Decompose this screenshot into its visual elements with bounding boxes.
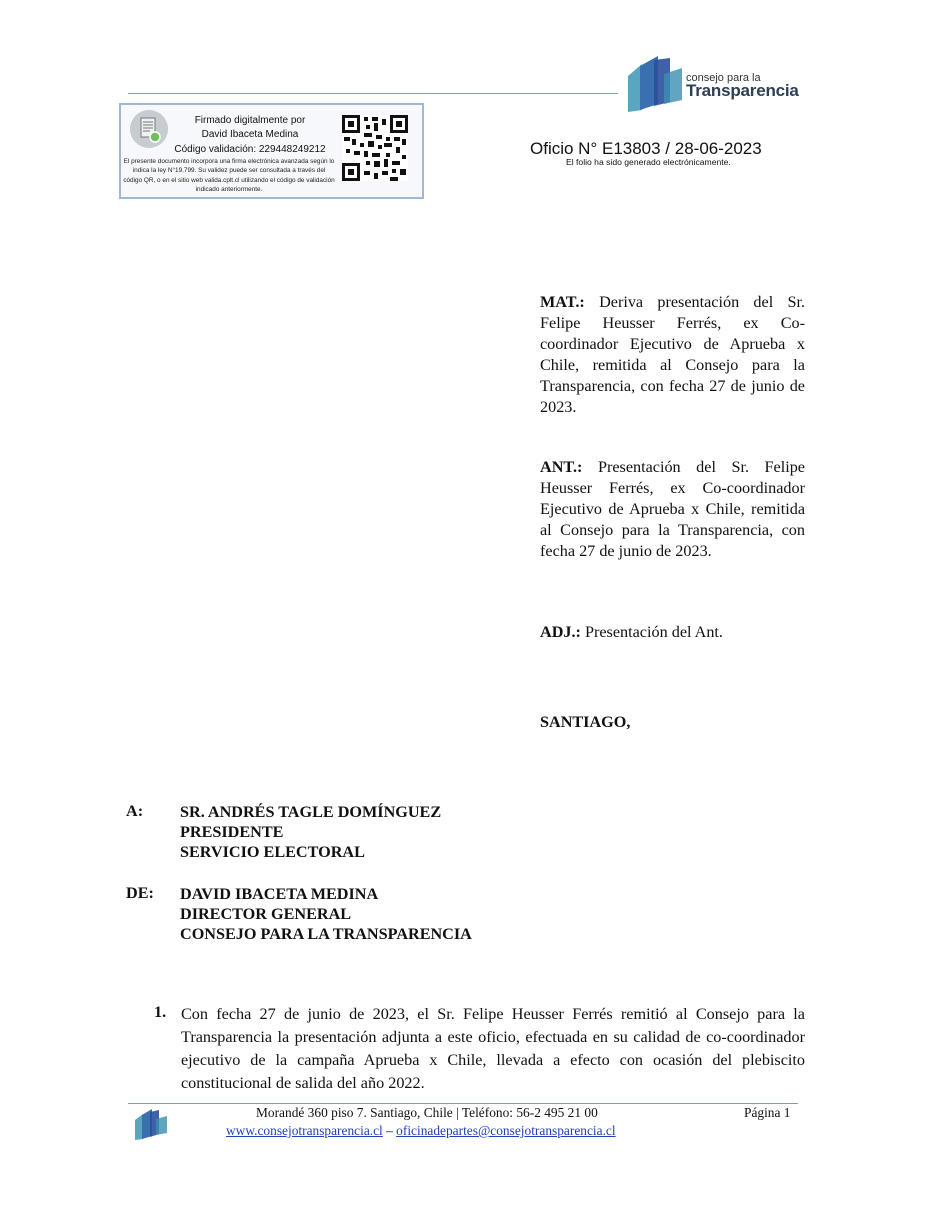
to-title: PRESIDENTE — [180, 823, 284, 841]
from-title: DIRECTOR GENERAL — [180, 905, 352, 923]
signature-legal-note: El presente documento incorpora una firma electrónica avanzada según lo indica la ley N°19.799. Su validez puede ser consultada a través del código QR, o en el sitio web valida.cplt.cl utilizando el código de validación indicado anteriormente. — [123, 158, 335, 194]
ant-label: ANT.: — [540, 458, 583, 476]
adj-block — [540, 622, 805, 643]
ant-block — [540, 457, 805, 562]
header-rule — [128, 93, 618, 94]
footer-separator: – — [382, 1123, 397, 1138]
website-link[interactable]: www.consejotransparencia.cl — [226, 1123, 383, 1138]
validation-code: Código validación: 229448249212 — [174, 144, 326, 155]
ant-text: Presentación del Sr. Felipe Heusser Ferrés, ex Co-coordinador Ejecutivo de Aprueba x Chile, remitida al Consejo para la Transparencia, con fecha 27 de junio de 2023. — [540, 458, 805, 560]
signer-name: David Ibaceta Medina — [201, 129, 299, 140]
document-seal-icon — [130, 110, 168, 148]
to-organization: SERVICIO ELECTORAL — [180, 843, 365, 861]
adj-label: ADJ.: — [540, 623, 581, 641]
to-label: A: — [126, 802, 144, 820]
footer-address: Morandé 360 piso 7. Santiago, Chile | Teléfono: 56-2 495 21 00 — [256, 1105, 598, 1120]
folio-note: El folio ha sido generado electrónicamente. — [566, 157, 731, 167]
signature-heading: Firmado digitalmente por — [194, 115, 306, 126]
qr-code-icon[interactable] — [342, 115, 408, 181]
logo-subtitle: consejo para la — [686, 72, 761, 84]
footer-logo-icon — [134, 1106, 170, 1140]
to-name: SR. ANDRÉS TAGLE DOMÍNGUEZ — [180, 803, 442, 821]
place-line: SANTIAGO, — [540, 713, 631, 731]
mat-block — [540, 292, 805, 418]
from-organization: CONSEJO PARA LA TRANSPARENCIA — [180, 925, 472, 943]
page-number: Página 1 — [744, 1105, 791, 1120]
footer-links — [226, 1123, 616, 1139]
logo-title: Transparencia — [686, 81, 799, 100]
from-block — [180, 884, 472, 944]
email-link[interactable]: oficinadepartes@consejotransparencia.cl — [396, 1123, 616, 1138]
footer-rule — [128, 1103, 798, 1104]
mat-label: MAT.: — [540, 293, 585, 311]
from-name: DAVID IBACETA MEDINA — [180, 885, 379, 903]
paragraph-number: 1. — [154, 1003, 167, 1021]
from-label: DE: — [126, 884, 154, 902]
adj-text: Presentación del Ant. — [580, 623, 723, 641]
oficio-number: Oficio N° E13803 / 28-06-2023 — [530, 139, 762, 158]
to-block — [180, 802, 441, 862]
mat-text: Deriva presentación del Sr. Felipe Heusser Ferrés, ex Co-coordinador Ejecutivo de Aprueba x Chile, remitida al Consejo para la Transparencia, con fecha 27 de junio de 2023. — [540, 293, 805, 416]
paragraph-text: Con fecha 27 de junio de 2023, el Sr. Felipe Heusser Ferrés remitió al Consejo para la Transparencia la presentación adjunta a este oficio, efectuada en su calidad de co-coordinador ejecutivo de la campaña Aprueba x Chile, llevada a efecto con ocasión del plebiscito constitucional de salida del año 2022. — [181, 1005, 805, 1092]
